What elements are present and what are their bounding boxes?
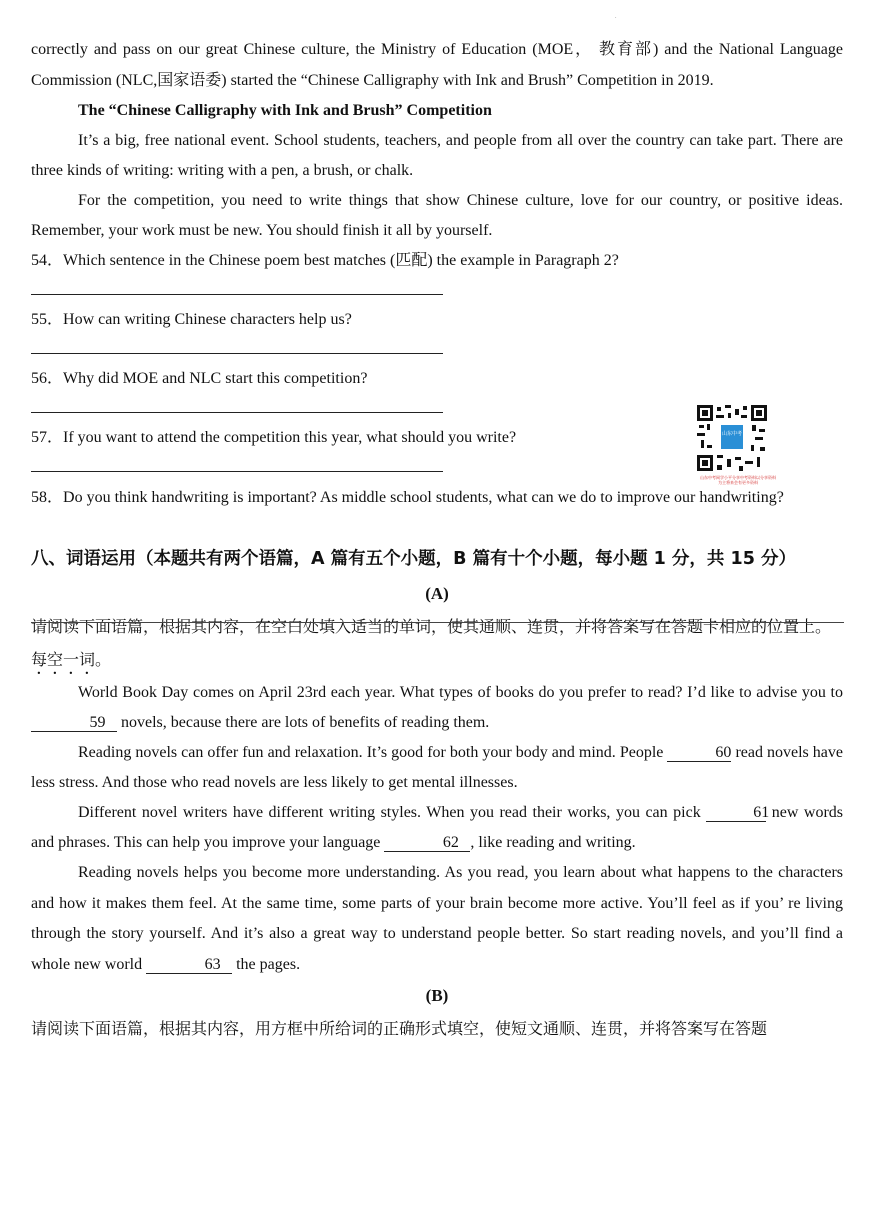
blank-59[interactable]: 59 [31,715,117,732]
answer-line-55[interactable] [31,335,443,354]
answer-line-57[interactable] [31,453,443,472]
qr-code-icon [697,405,767,471]
instruction-emphasis: 每空一词 [31,650,96,669]
question-54 [31,246,843,276]
page-corner-mark: . [615,14,617,20]
question-text: How can writing Chinese characters help us? [63,311,352,328]
section-8-title: 八、词语运用（本题共有两个语篇，A 篇有五个小题，B 篇有十个小题，每小题 1 分，共 15 分） [31,549,796,569]
question-55 [31,305,843,335]
qr-badge-text: 山东中考 [721,431,743,437]
passage-a-paragraph-4: Reading novels helps you become more understanding. As you read, you learn about what happens to the characters and how it makes them feel. At the same time, some parts of your brain become more active. You’ll feel as if you’ re living through the story yourself. And it’s also a great way to understand people better. So start reading novels, and you’ll find a whole new world 63 the pages. [31,864,843,973]
passage-a-paragraph-1: World Book Day comes on April 23rd each year. What types of books do you prefer to read? I’d like to advise you to 59 novels, because there are lots of benefits of reading them. [31,678,843,738]
question-number: 55． [31,311,64,328]
question-text: If you want to attend the competition this year, what should you write? [63,429,517,446]
question-56 [31,364,843,394]
passage-a-paragraph-3: Different novel writers have different writing styles. When you read their works, you can pick 61 new words and phrases. This can help you improve your language 62 , like reading and writing. [31,804,844,851]
answer-line-54[interactable] [31,276,443,295]
answer-line-56[interactable] [31,394,443,413]
question-58 [31,482,843,513]
part-b-label: (B) [425,986,449,1005]
competition-paragraph-2: For the competition, you need to write things that show Chinese culture, love for our country, or positive ideas. Remember, your work must be new. You should finish it all by yourself. [31,192,843,239]
competition-paragraph-1: It’s a big, free national event. School students, teachers, and people from all over the country can take part. There are three kinds of writing: writing with a pen, a brush, or chalk. [31,132,843,179]
qr-caption: 山东中考网学小平分享中考资料以分享资料为主将来会有更多资料 [700,475,776,485]
question-text: Which sentence in the Chinese poem best matches (匹配) the example in Paragraph 2? [63,252,619,269]
intro-paragraph-tail: correctly and pass on our great Chinese culture, the Ministry of Education (MOE， 教育部) and the National Language Commission (NLC,国家语委) started the “Chinese Calligraphy with Ink and Brush” Competition in 2019. [31,41,843,89]
part-a-label: (A) [425,584,449,603]
question-number: 58． [31,489,64,506]
section-divider [31,622,844,623]
question-number: 57． [31,429,64,446]
competition-heading: The “Chinese Calligraphy with Ink and Brush” Competition [78,102,492,119]
blank-62[interactable]: 62 [384,835,470,852]
question-text: Why did MOE and NLC start this competition? [63,370,368,387]
question-list [31,246,843,513]
question-number: 54． [31,252,64,269]
part-b-instruction: 请阅读下面语篇，根据其内容，用方框中所给词的正确形式填空，使短文通顺、连贯，并将答案写在答题 [31,1019,768,1038]
question-number: 56． [31,370,64,387]
blank-60[interactable]: 60 [667,745,731,762]
question-text: Do you think handwriting is important? As middle school students, what can we do to improve our handwriting? [63,489,784,506]
exam-page [31,34,843,1045]
passage-a-paragraph-2: Reading novels can offer fun and relaxation. It’s good for both your body and mind. People 60 read novels have less stress. And those who read novels are less likely to get mental illnesses. [31,744,844,791]
part-a-instruction: 请阅读下面语篇，根据其内容，在空白处填入适当的单词，使其通顺、连贯，并将答案写在答题卡相应的位置上。每空一词。 [31,617,832,669]
blank-63[interactable]: 63 [146,957,232,974]
blank-61[interactable]: 61 [706,805,766,822]
